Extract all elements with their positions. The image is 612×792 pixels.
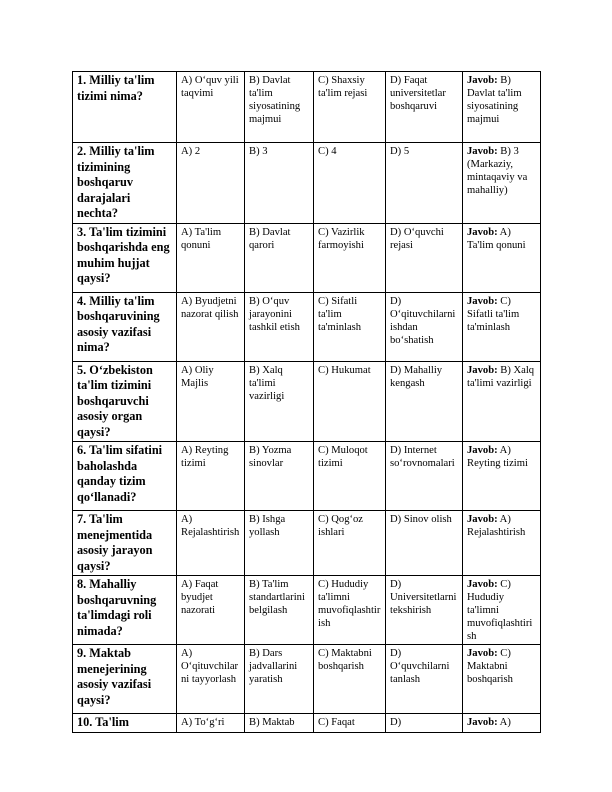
question-text: 1. Milliy ta'lim tizimi nima? — [73, 72, 177, 143]
question-text: 10. Ta'lim — [73, 714, 177, 733]
question-row — [73, 714, 541, 733]
question-text: 8. Mahalliy boshqaruvning ta'limdagi roli nimada? — [73, 576, 177, 645]
question-row — [73, 223, 541, 292]
option-a: A) To‘g‘ri — [177, 714, 245, 733]
answer-cell — [463, 714, 541, 733]
answer-text: A) — [497, 717, 511, 728]
answer-text: A) Reyting tizimi — [467, 445, 528, 469]
question-row — [73, 645, 541, 714]
option-d: D) 5 — [386, 143, 463, 224]
option-c: C) Shaxsiy ta'lim rejasi — [314, 72, 386, 143]
option-d: D) Mahalliy kengash — [386, 361, 463, 442]
option-d: D) Sinov olish — [386, 511, 463, 576]
answer-cell — [463, 576, 541, 645]
option-a: A) Reyting tizimi — [177, 442, 245, 511]
option-b: B) Ishga yollash — [245, 511, 314, 576]
answer-cell — [463, 223, 541, 292]
option-a: A) O‘qituvchilarni tayyorlash — [177, 645, 245, 714]
answer-label: Javob: — [467, 295, 498, 307]
option-b: B) Dars jadvallarini yaratish — [245, 645, 314, 714]
option-d: D) Universitetlarni tekshirish — [386, 576, 463, 645]
answer-cell — [463, 361, 541, 442]
option-c: C) Maktabni boshqarish — [314, 645, 386, 714]
answer-label: Javob: — [467, 717, 498, 728]
answer-cell — [463, 511, 541, 576]
answer-cell — [463, 72, 541, 143]
answer-cell — [463, 143, 541, 224]
answer-text: B) 3 (Markaziy, mintaqaviy va mahalliy) — [467, 146, 528, 196]
question-row — [73, 511, 541, 576]
answer-label: Javob: — [467, 226, 498, 238]
option-d: D) O‘quvchilarni tanlash — [386, 645, 463, 714]
option-b: B) Xalq ta'limi vazirligi — [245, 361, 314, 442]
answer-label: Javob: — [467, 364, 498, 376]
option-b: B) Davlat ta'lim siyosatining majmui — [245, 72, 314, 143]
answer-text: B) Davlat ta'lim siyosatining majmui — [467, 75, 522, 125]
question-text: 4. Milliy ta'lim boshqaruvining asosiy vazifasi nima? — [73, 292, 177, 361]
question-row — [73, 576, 541, 645]
answer-text: C) Hududiy ta'limni muvofiqlashtirish — [467, 579, 533, 642]
question-text: 3. Ta'lim tizimini boshqarishda eng muhim hujjat qaysi? — [73, 223, 177, 292]
answer-cell — [463, 645, 541, 714]
option-b: B) 3 — [245, 143, 314, 224]
option-d: D) Faqat universitetlar boshqaruvi — [386, 72, 463, 143]
answer-label: Javob: — [467, 514, 498, 525]
option-c: C) Muloqot tizimi — [314, 442, 386, 511]
question-row — [73, 292, 541, 361]
option-c: C) Hududiy ta'limni muvofiqlashtirish — [314, 576, 386, 645]
answer-cell — [463, 442, 541, 511]
answer-cell — [463, 292, 541, 361]
option-c: C) Qog‘oz ishlari — [314, 511, 386, 576]
option-d: D) — [386, 714, 463, 733]
option-b: B) O‘quv jarayonini tashkil etish — [245, 292, 314, 361]
answer-text: B) Xalq ta'limi vazirligi — [467, 364, 535, 389]
answer-label: Javob: — [467, 579, 498, 590]
question-row — [73, 143, 541, 224]
answer-label: Javob: — [467, 146, 498, 157]
question-row — [73, 442, 541, 511]
question-text: 7. Ta'lim menejmentida asosiy jarayon qaysi? — [73, 511, 177, 576]
question-text: 9. Maktab menejerining asosiy vazifasi qaysi? — [73, 645, 177, 714]
answer-label: Javob: — [467, 75, 498, 86]
option-c: C) Hukumat — [314, 361, 386, 442]
option-c: C) Sifatli ta'lim ta'minlash — [314, 292, 386, 361]
option-a: A) Ta'lim qonuni — [177, 223, 245, 292]
question-text: 5. O‘zbekiston ta'lim tizimini boshqaruvchi asosiy organ qaysi? — [73, 361, 177, 442]
answer-text: A) Ta'lim qonuni — [467, 226, 526, 251]
option-b: B) Maktab — [245, 714, 314, 733]
option-c: C) Vazirlik farmoyishi — [314, 223, 386, 292]
option-b: B) Davlat qarori — [245, 223, 314, 292]
option-a: A) O‘quv yili taqvimi — [177, 72, 245, 143]
question-row — [73, 361, 541, 442]
option-a: A) Faqat byudjet nazorati — [177, 576, 245, 645]
answer-text: C) Sifatli ta'lim ta'minlash — [467, 295, 520, 333]
option-b: B) Yozma sinovlar — [245, 442, 314, 511]
question-row — [73, 72, 541, 143]
answer-label: Javob: — [467, 648, 498, 659]
option-a: A) Oliy Majlis — [177, 361, 245, 442]
option-d: D) Internet so‘rovnomalari — [386, 442, 463, 511]
option-d: D) O‘qituvchilarni ishdan bo‘shatish — [386, 292, 463, 361]
option-a: A) 2 — [177, 143, 245, 224]
question-text: 6. Ta'lim sifatini baholashda qanday tizim qo‘llanadi? — [73, 442, 177, 511]
option-b: B) Ta'lim standartlarini belgilash — [245, 576, 314, 645]
answer-text: C) Maktabni boshqarish — [467, 648, 513, 685]
answer-label: Javob: — [467, 445, 498, 456]
quiz-table-body — [73, 72, 541, 733]
option-a: A) Byudjetni nazorat qilish — [177, 292, 245, 361]
option-c: C) 4 — [314, 143, 386, 224]
quiz-table — [72, 71, 541, 733]
question-text: 2. Milliy ta'lim tizimining boshqaruv darajalari nechta? — [73, 143, 177, 224]
option-a: A) Rejalashtirish — [177, 511, 245, 576]
answer-text: A) Rejalashtirish — [467, 514, 526, 538]
option-c: C) Faqat — [314, 714, 386, 733]
option-d: D) O‘quvchi rejasi — [386, 223, 463, 292]
